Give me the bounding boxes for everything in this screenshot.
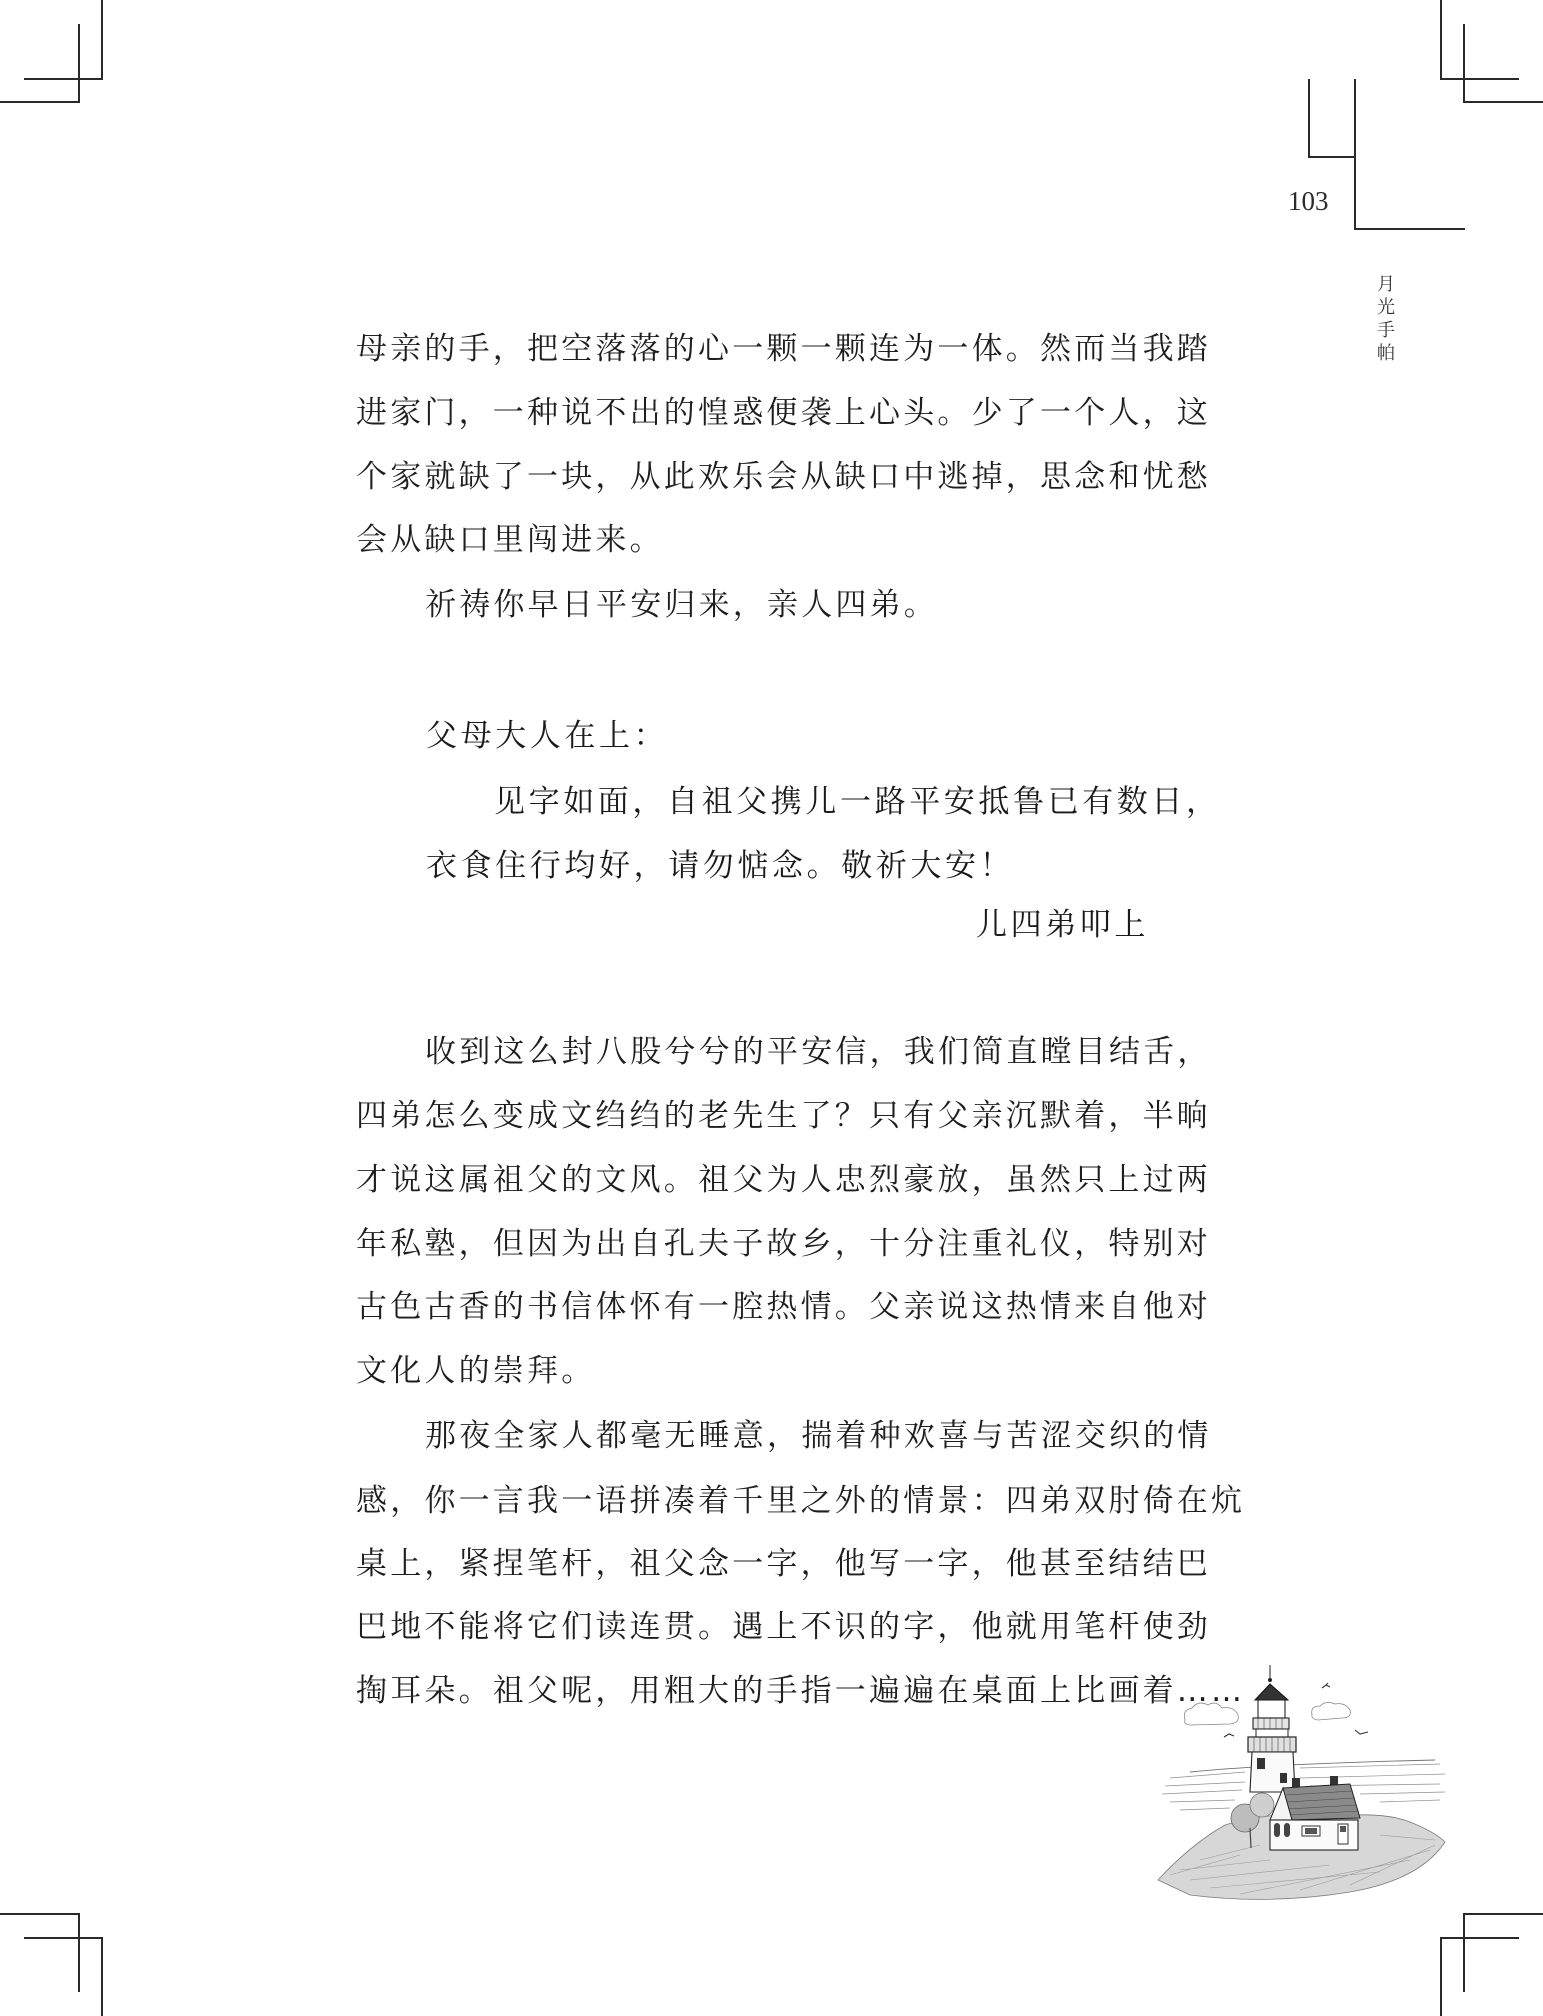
text-line: 收到这么封八股兮兮的平安信，我们简直瞠目结舌， [425,1034,1212,1070]
page-number: 103 [1288,186,1329,216]
text-line: 个家就缺了一块，从此欢乐会从缺口中逃掉，思念和忧愁 [356,459,1211,495]
crop-mark-top-right-outer-h [1440,78,1519,80]
crop-mark-top-left-inner-v [78,24,80,103]
lighthouse-sketch-icon [1150,1660,1450,1910]
text-line: 祈祷你早日平安归来，亲人四弟。 [425,587,938,623]
text-line: 四弟怎么变成文绉绉的老先生了？只有父亲沉默着，半晌 [356,1098,1211,1134]
letter-salutation: 父母大人在上： [426,718,669,754]
text-line: 会从缺口里闯进来。 [356,522,664,558]
crop-mark-bottom-left-outer-h [0,1913,80,1915]
crop-mark-bottom-left-inner-v [101,1937,103,2016]
running-title: 月光手帕 [1374,274,1395,366]
text-line: 巴地不能将它们读连贯。遇上不识的字，他就用笔杆使劲 [356,1609,1211,1645]
crop-mark-bottom-right-outer-h [1463,1913,1543,1915]
page-bracket-bottom-h [1354,228,1465,230]
text-line: 才说这属祖父的文风。祖父为人忠烈豪放，虽然只上过两 [356,1162,1211,1198]
crop-mark-top-right-inner-v [1463,24,1465,103]
lighthouse-illustration [1150,1660,1450,1910]
crop-mark-top-left-outer-h [24,78,103,80]
page-bracket-left-h [1308,156,1355,158]
page-bracket-right-v [1354,79,1356,230]
text-line: 掏耳朵。祖父呢，用粗大的手指一遍遍在桌面上比画着…… [356,1673,1246,1709]
crop-mark-bottom-right-inner-v [1440,1937,1442,2016]
text-line: 母亲的手，把空落落的心一颗一颗连为一体。然而当我踏 [356,331,1211,367]
text-line: 感，你一言我一语拼凑着千里之外的情景：四弟双肘倚在炕 [356,1483,1246,1519]
letter-line: 衣食住行均好，请勿惦念。敬祈大安！ [426,848,1015,884]
crop-mark-bottom-right-outer-v [1463,1913,1465,1992]
crop-mark-bottom-right-inner-h [1440,1937,1519,1939]
crop-mark-top-right-inner-h [1463,101,1543,103]
crop-mark-bottom-left-outer-v [78,1913,80,1992]
crop-mark-top-right-outer-v [1440,0,1442,79]
text-line: 进家门，一种说不出的惶惑便袭上心头。少了一个人，这 [356,395,1211,431]
text-line: 桌上，紧捏笔杆，祖父念一字，他写一字，他甚至结结巴 [356,1546,1211,1582]
crop-mark-top-left-outer-v [101,0,103,79]
letter-signature: 儿四弟叩上 [976,907,1149,943]
crop-mark-top-left-inner-h [0,101,80,103]
crop-mark-bottom-left-inner-h [24,1937,103,1939]
text-line: 文化人的崇拜。 [356,1353,596,1389]
text-line: 年私塾，但因为出自孔夫子故乡，十分注重礼仪，特别对 [356,1226,1211,1262]
text-line: 那夜全家人都毫无睡意，揣着种欢喜与苦涩交织的情 [425,1418,1212,1454]
letter-line: 见字如面，自祖父携儿一路平安抵鲁已有数日， [494,784,1221,820]
text-line: 古色古香的书信体怀有一腔热情。父亲说这热情来自他对 [356,1289,1211,1325]
page-bracket-left-v [1308,79,1310,158]
